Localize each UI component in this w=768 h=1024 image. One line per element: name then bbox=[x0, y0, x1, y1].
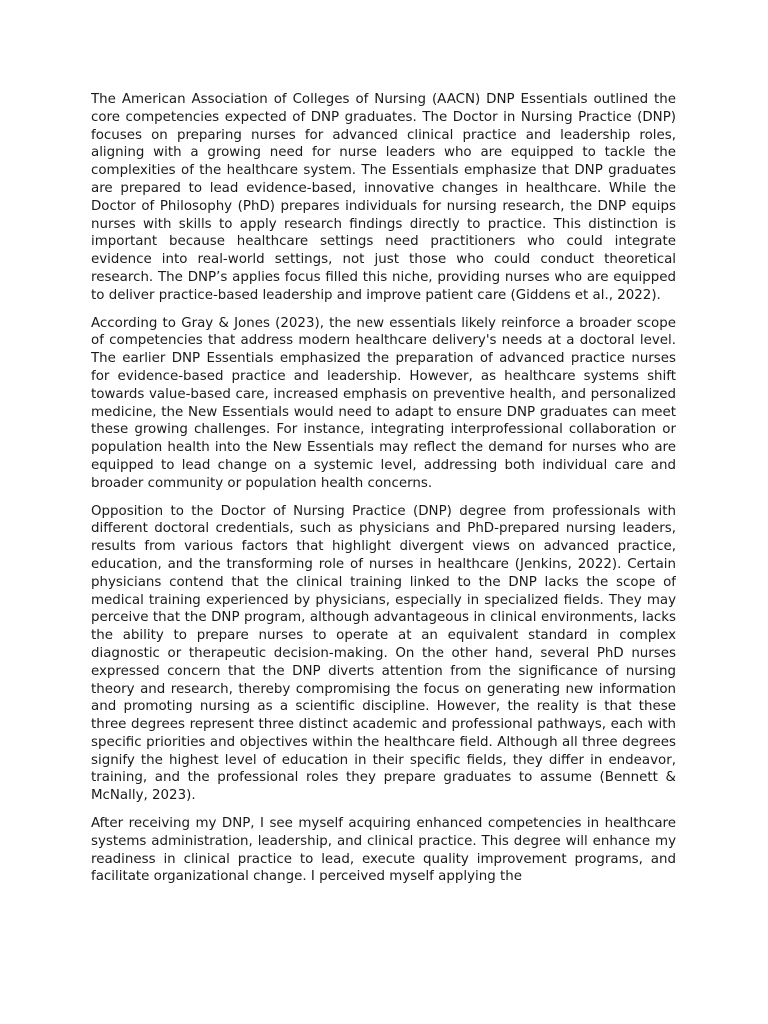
document-page bbox=[91, 91, 676, 927]
paragraph-after-dnp: After receiving my DNP, I see myself acquiring enhanced competencies in healthcare systems administration, leadership, and clinical practice. This degree will enhance my readiness in clinical practice to lead, execute quality improvement programs, and facilitate organizational change. I perceived myself applying the bbox=[91, 816, 676, 885]
paragraph-opposition: Opposition to the Doctor of Nursing Practice (DNP) degree from professionals with different doctoral credentials, such as physicians and PhD-prepared nursing leaders, results from various factors that highlight divergent views on advanced practice, education, and the transforming role of nurses in healthcare (Jenkins, 2022). Certain physicians contend that the clinical training linked to the DNP lacks the scope of medical training experienced by physicians, especially in specialized fields. They may perceive that the DNP program, although advantageous in clinical environments, lacks the ability to prepare nurses to operate at an equivalent standard in complex diagnostic or therapeutic decision-making. On the other hand, several PhD nurses expressed concern that the DNP diverts attention from the significance of nursing theory and research, thereby compromising the focus on generating new information and promoting nursing as a scientific discipline. However, the reality is that these three degrees represent three distinct academic and professional pathways, each with specific priorities and objectives within the healthcare field. Although all three degrees signify the highest level of education in their specific fields, they differ in endeavor, training, and the professional roles they prepare graduates to assume (Bennett & McNally, 2023). bbox=[91, 503, 676, 804]
paragraph-aacn-essentials: The American Association of Colleges of Nursing (AACN) DNP Essentials outlined the core competencies expected of DNP graduates. The Doctor in Nursing Practice (DNP) focuses on preparing nurses for advanced clinical practice and leadership roles, aligning with a growing need for nurse leaders who are equipped to tackle the complexities of the healthcare system. The Essentials emphasize that DNP graduates are prepared to lead evidence-based, innovative changes in healthcare. While the Doctor of Philosophy (PhD) prepares individuals for nursing research, the DNP equips nurses with skills to apply research findings directly to practice. This distinction is important because healthcare settings need practitioners who could integrate evidence into real-world settings, not just those who could conduct theoretical research. The DNP’s applies focus filled this niche, providing nurses who are equipped to deliver practice-based leadership and improve patient care (Giddens et al., 2022). bbox=[91, 92, 676, 303]
paragraph-new-essentials: According to Gray & Jones (2023), the new essentials likely reinforce a broader scope of competencies that address modern healthcare delivery's needs at a doctoral level. The earlier DNP Essentials emphasized the preparation of advanced practice nurses for evidence-based practice and leadership. However, as healthcare systems shift towards value-based care, increased emphasis on preventive health, and personalized medicine, the New Essentials would need to adapt to ensure DNP graduates can meet these growing challenges. For instance, integrating interprofessional collaboration or population health into the New Essentials may reflect the demand for nurses who are equipped to lead change on a systemic level, addressing both individual care and broader community or population health concerns. bbox=[91, 315, 676, 491]
